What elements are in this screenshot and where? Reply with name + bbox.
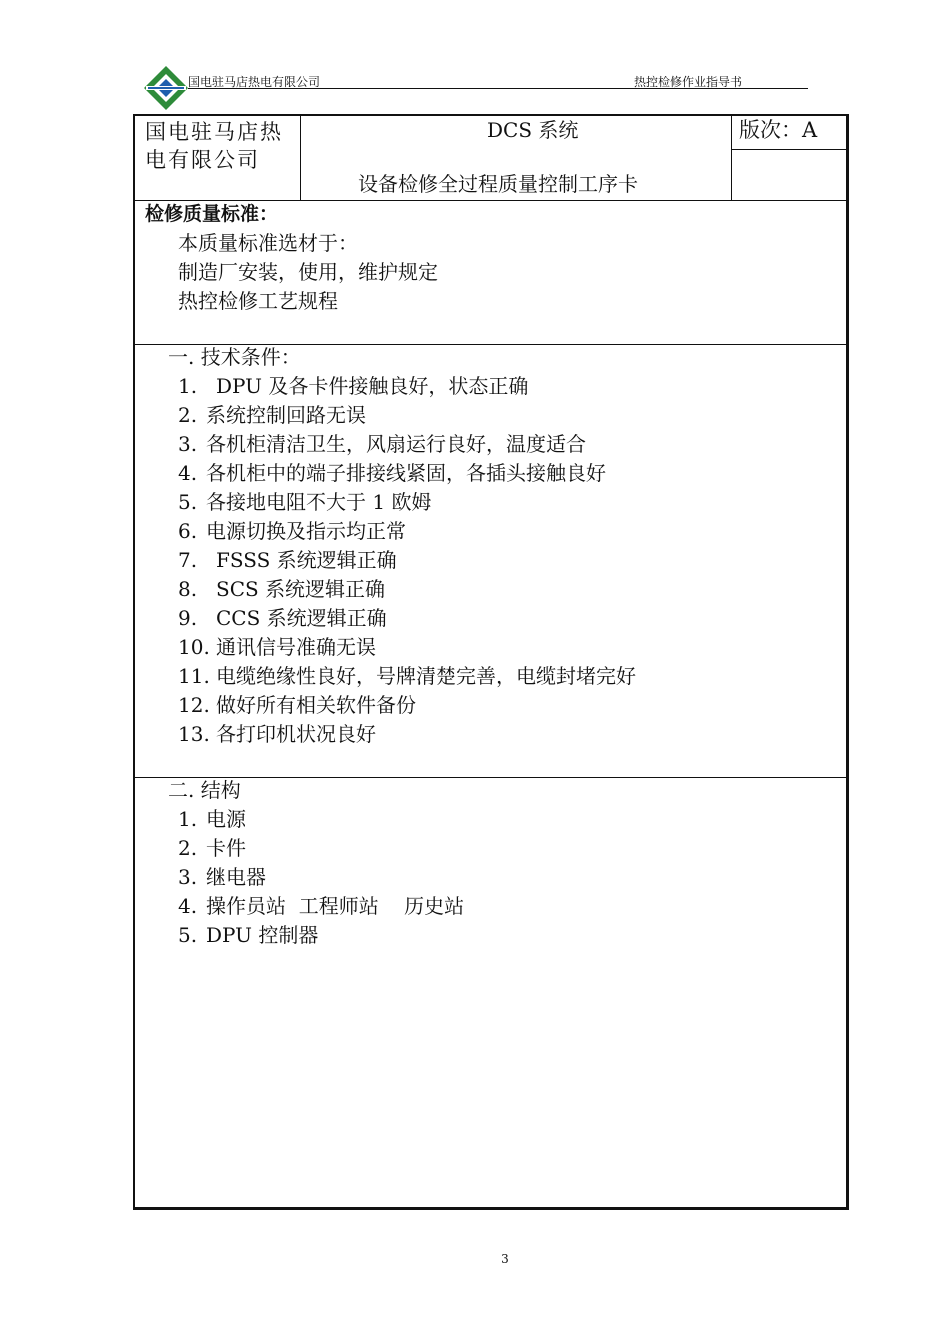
divider	[135, 777, 847, 778]
list-item: SCS 系统逻辑正确	[216, 577, 386, 601]
list-item-number: 2.	[178, 403, 198, 427]
list-item-number: 1.	[178, 807, 198, 831]
list-item-number: 12.	[178, 693, 210, 717]
company-logo-icon	[142, 64, 190, 112]
company-cell: 国电驻马店热电有限公司	[145, 120, 283, 172]
list-item: CCS 系统逻辑正确	[216, 606, 387, 630]
header-doc-title: 热控检修作业指导书	[634, 75, 743, 89]
list-item-number: 4.	[178, 894, 198, 918]
list-item: DPU 及各卡件接触良好，状态正确	[216, 374, 529, 398]
list-item: DPU 控制器	[206, 923, 319, 947]
list-item: 各机柜中的端子排接线紧固，各插头接触良好	[206, 461, 606, 485]
list-item-number: 4.	[178, 461, 198, 485]
list-item: 做好所有相关软件备份	[216, 693, 416, 717]
list-item: FSSS 系统逻辑正确	[216, 548, 397, 572]
list-item: 继电器	[206, 865, 266, 889]
list-item-number: 5.	[178, 490, 198, 514]
list-item: 系统控制回路无误	[206, 403, 366, 427]
divider	[731, 149, 847, 150]
list-item-number: 11.	[178, 664, 210, 688]
list-item-number: 1.	[178, 374, 198, 398]
standard-line: 热控检修工艺规程	[178, 289, 338, 313]
list-item-number: 13.	[178, 722, 210, 746]
tech-section-title: 一. 技术条件：	[168, 345, 301, 369]
list-item: 电源	[206, 807, 246, 831]
list-item-number: 2.	[178, 836, 198, 860]
divider	[300, 116, 301, 200]
list-item-number: 6.	[178, 519, 198, 543]
list-item: 各机柜清洁卫生，风扇运行良好，温度适合	[206, 432, 586, 456]
list-item: 电源切换及指示均正常	[206, 519, 406, 543]
header-company: 国电驻马店热电有限公司	[188, 75, 321, 89]
divider	[731, 116, 732, 200]
card-title: 设备检修全过程质量控制工序卡	[358, 172, 638, 196]
standard-line: 制造厂安装，使用，维护规定	[178, 260, 438, 284]
list-item-number: 3.	[178, 865, 198, 889]
divider	[135, 200, 847, 201]
list-item: 卡件	[206, 836, 246, 860]
list-item: 各接地电阻不大于 1 欧姆	[206, 490, 432, 514]
system-name: DCS 系统	[487, 118, 579, 142]
list-item: 通讯信号准确无误	[216, 635, 376, 659]
list-item-number: 8.	[178, 577, 198, 601]
standard-line: 本质量标准选材于：	[178, 231, 358, 255]
page-number: 3	[501, 1252, 509, 1266]
structure-section-title: 二. 结构	[168, 778, 241, 802]
list-item-number: 7.	[178, 548, 198, 572]
standard-title: 检修质量标准：	[145, 203, 279, 225]
list-item-number: 3.	[178, 432, 198, 456]
list-item-number: 10.	[178, 635, 210, 659]
header-rule	[188, 88, 808, 89]
list-item-number: 9.	[178, 606, 198, 630]
list-item: 电缆绝缘性良好，号牌清楚完善，电缆封堵完好	[216, 664, 636, 688]
list-item: 各打印机状况良好	[216, 722, 376, 746]
list-item-number: 5.	[178, 923, 198, 947]
list-item: 操作员站 工程师站 历史站	[206, 894, 465, 918]
version-label: 版次：A	[739, 118, 818, 142]
